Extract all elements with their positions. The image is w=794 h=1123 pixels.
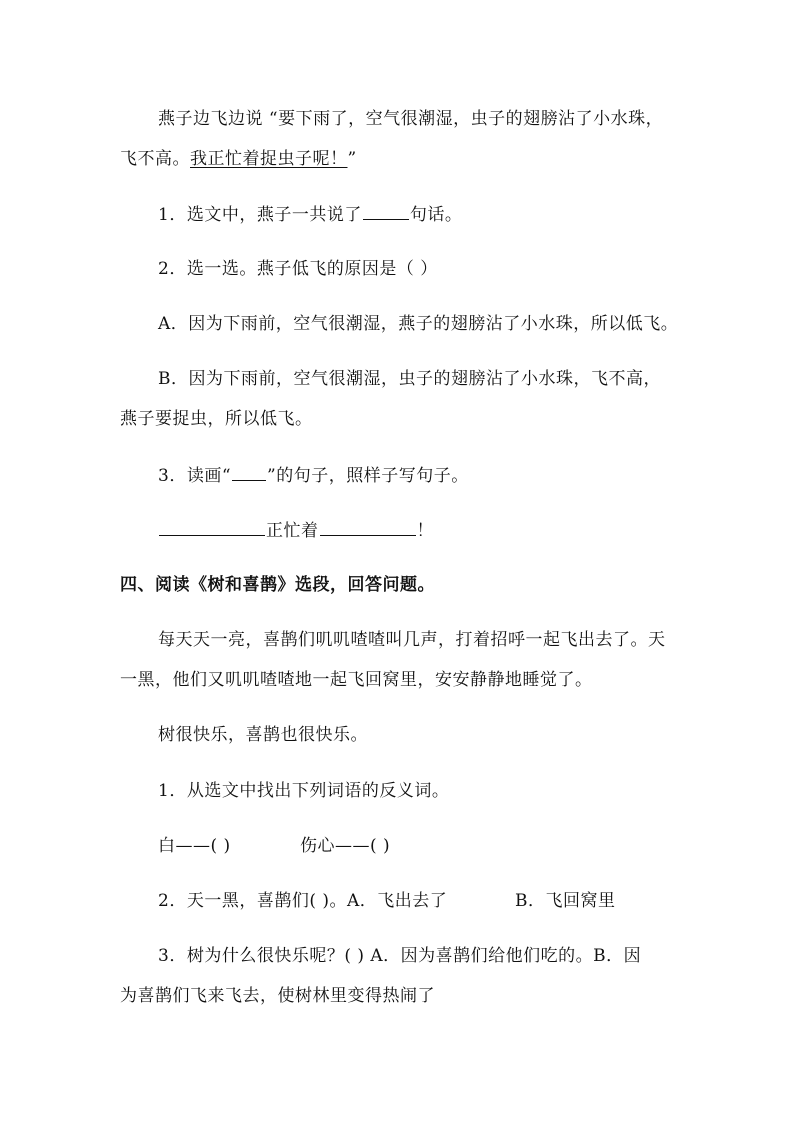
passage-line: 树很快乐，喜鹊也很快乐。 bbox=[158, 725, 368, 745]
question-text: 正忙着 bbox=[266, 521, 319, 541]
passage-text: 飞不高。 bbox=[120, 149, 190, 169]
passage-line: 一黑，他们又叽叽喳喳地一起飞回窝里，安安静静地睡觉了。 bbox=[120, 670, 593, 690]
underline-sample bbox=[232, 463, 266, 481]
option-b: B．因为下雨前，空气很潮湿，虫子的翅膀沾了小水珠，飞不高， bbox=[158, 369, 661, 389]
section-heading: 四、阅读《树和喜鹊》选段，回答问题。 bbox=[120, 575, 435, 595]
option-b-continued: 燕子要捉虫，所以低飞。 bbox=[120, 409, 313, 429]
option-b: B．飞回窝里 bbox=[515, 891, 616, 911]
answer-blank[interactable] bbox=[363, 202, 409, 220]
answer-blank[interactable] bbox=[159, 518, 265, 536]
passage-line: 燕子边飞边说 “要下雨了，空气很潮湿，虫子的翅膀沾了小水珠， bbox=[158, 109, 664, 129]
antonym-pair-2: 伤心——( ) bbox=[300, 836, 391, 856]
sentence-writing-line bbox=[158, 518, 434, 543]
question-3: 3．树为什么很快乐呢？( ) A．因为喜鹊们给他们吃的。B．因 bbox=[158, 946, 642, 966]
question-3 bbox=[158, 463, 469, 488]
question-text: ！ bbox=[416, 521, 434, 541]
question-text: 1．选文中，燕子一共说了 bbox=[158, 205, 362, 225]
antonym-pair-1: 白——( ) bbox=[158, 836, 231, 856]
answer-blank[interactable] bbox=[320, 518, 416, 536]
question-2: 2．天一黑，喜鹊们( )。A．飞出去了 bbox=[158, 891, 448, 911]
question-text: ”的句子，照样子写句子。 bbox=[267, 466, 469, 486]
underlined-sentence: 我正忙着捉虫子呢！ bbox=[190, 149, 348, 169]
question-1: 1．从选文中找出下列词语的反义词。 bbox=[158, 781, 450, 801]
question-text: 句话。 bbox=[409, 205, 463, 225]
passage-line bbox=[120, 147, 357, 171]
closing-quote: ” bbox=[347, 149, 357, 169]
question-text: 3．读画“ bbox=[158, 466, 232, 486]
question-1 bbox=[158, 202, 462, 227]
question-3-continued: 为喜鹊们飞来飞去，使树林里变得热闹了 bbox=[120, 986, 435, 1006]
option-a: A．因为下雨前，空气很潮湿，燕子的翅膀沾了小水珠，所以低飞。 bbox=[158, 314, 679, 334]
passage-line: 每天天一亮，喜鹊们叽叽喳喳叫几声，打着招呼一起飞出去了。天 bbox=[158, 630, 666, 650]
question-2: 2．选一选。燕子低飞的原因是（ ） bbox=[158, 259, 438, 279]
